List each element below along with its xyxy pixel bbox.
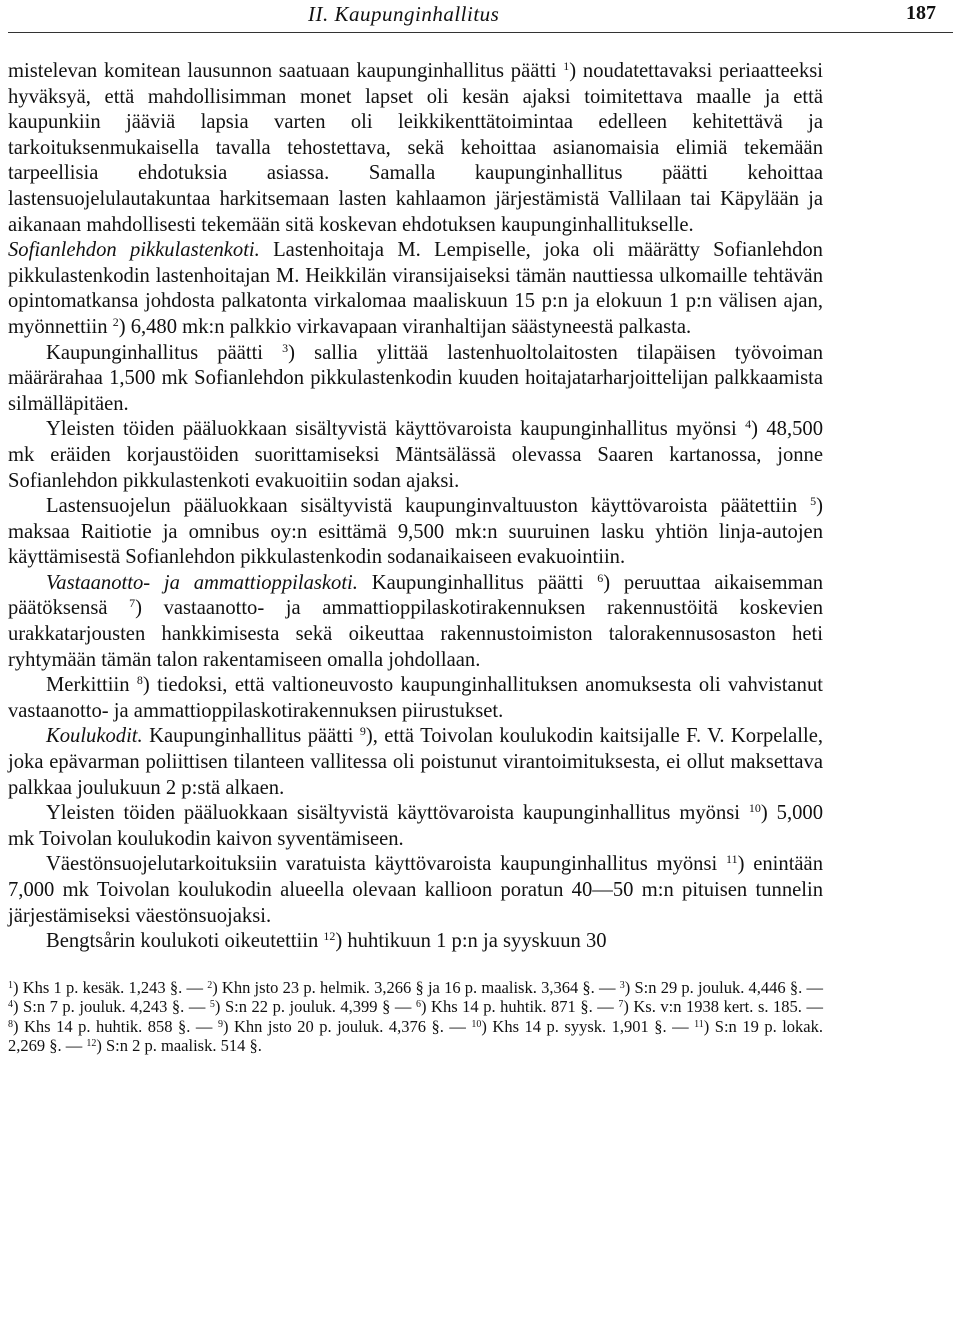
page-header — [8, 0, 936, 34]
text-run: ) tiedoksi, että valtioneuvosto kaupunginhallituksen anomuksesta oli vahvistanut vastaanotto- ja ammattioppilaskotirakennuksen piirustukset. — [8, 674, 823, 722]
text-run: Kaupunginhallitus päätti — [357, 571, 598, 594]
text-run: ) Khs 14 p. syysk. 1,901 §. — — [481, 1016, 695, 1036]
paragraph — [8, 494, 823, 571]
footnote-ref: 7 — [618, 999, 624, 1011]
footnote-ref: 5 — [810, 494, 817, 509]
text-run: ) S:n 2 p. maalisk. 514 §. — [96, 1036, 262, 1056]
paragraph — [8, 673, 823, 724]
footnote-ref: 6 — [415, 999, 421, 1011]
text-run: ) S:n 29 p. jouluk. 4,446 §. — — [624, 977, 823, 997]
footnote-ref: 12 — [86, 1038, 97, 1050]
footnote-ref: 8 — [136, 673, 143, 688]
text-run: ) peruuttaa aikaisemman päätöksensä — [8, 571, 824, 620]
paragraph — [8, 59, 823, 238]
paragraph — [8, 801, 823, 852]
text-run: Merkittiin — [46, 674, 137, 697]
paragraph — [8, 238, 823, 340]
text-run: ) Khs 1 p. kesäk. 1,243 §. — — [13, 977, 208, 997]
footnote-ref: 7 — [129, 596, 136, 611]
footnote-ref: 3 — [282, 340, 289, 355]
text-run: ) Khs 14 p. huhtik. 858 §. — — [13, 1016, 218, 1036]
paragraph — [8, 571, 823, 673]
footnote-ref: 4 — [8, 999, 13, 1011]
footnote-ref: 9 — [359, 724, 366, 739]
footnote-ref: 8 — [8, 1018, 13, 1030]
footnote-ref: 10 — [471, 1018, 482, 1030]
text-run: ), että Toivolan koulukodin kaitsijalle F. V. Korpelalle, joka epävarman poliittisen tilanteen vallitessa oli poistunut virantoimituksesta, ei ollut maksettava palkkaa joulukuun 2 p:stä alkaen. — [8, 725, 823, 799]
text-run: ) S:n 19 p. lokak. 2,269 §. — — [8, 1016, 823, 1056]
section-heading: Sofianlehdon pikkulastenkoti. — [8, 239, 260, 262]
footnote-ref: 1 — [8, 979, 13, 991]
footnote-ref: 5 — [209, 999, 215, 1011]
text-run: Kaupunginhallitus päätti — [46, 341, 283, 364]
text-run: ) noudatettavaksi periaatteeksi hyväksyä, että mahdollisimman monet lapset oli kesän ajaksi toimitettava maalle ja että kaupunkiin jääviä lapsia varten oli leikkikenttätoimintaa edelleen kehitettävä ja tarkoituksenmukaisella tavalla tehostettava, sekä kehoittaa asianomaisia elimiä tekemään tarpeellisia ehdotuksia asiassa. Samalla kaupunginhallitus päätti kehoittaa lastensuojelulautakuntaa harkitsemaan lasten kahlaamon järjestämistä Vallilaan tai Käpylään ja aikanaan mahdollisesti tekemään sitä koskevan ehdotuksen kaupunginhallitukselle. — [8, 60, 823, 236]
text-run: ) 6,480 mk:n palkkio virkavapaan viranhaltijan säästyneestä palkasta. — [118, 315, 692, 338]
text-run: ) maksaa Raitiotie ja omnibus oy:n esittämä 9,500 mk:n suuruinen lasku yhtiön linja-autojen käyttämisestä Sofianlehdon pikkulastenkodin sodanaikaiseen evakuointiin. — [8, 495, 823, 569]
text-run: ) Khn jsto 20 p. jouluk. 4,376 §. — — [222, 1016, 472, 1036]
text-run: Yleisten töiden pääluokkaan sisältyvistä käyttövaroista kaupunginhallitus myönsi — [46, 418, 746, 441]
running-head: II. Kaupunginhallitus — [308, 2, 500, 26]
text-run: ) huhtikuun 1 p:n ja syyskuun 30 — [335, 930, 607, 953]
footnote-ref: 2 — [112, 314, 119, 329]
section-heading: Vastaanotto- ja ammattioppilaskoti. — [46, 571, 358, 594]
footnote-ref: 11 — [694, 1018, 704, 1030]
text-run: Lastenhoitaja M. Lempiselle, joka oli määrätty Sofianlehdon pikkulastenkodin lastenhoitajan M. Heikkilän viransijaiseksi tämän nauttiessa ulkomaille tehtävän opintomatkansa johdosta palkatonta virkalomaa maaliskuun 15 p:n ja elokuun 1 p:n välisen ajan, myönnettiin — [8, 239, 823, 338]
section-heading: Koulukodit. — [46, 725, 143, 748]
text-run: Yleisten töiden pääluokkaan sisältyvistä käyttövaroista kaupunginhallitus myönsi — [46, 802, 749, 825]
footnotes — [8, 978, 823, 1056]
footnote-ref: 1 — [563, 59, 570, 73]
text-run: Lastensuojelun pääluokkaan sisältyvistä kaupunginvaltuuston käyttövaroista päätettiin — [46, 495, 811, 518]
paragraph — [8, 929, 823, 955]
footnote-ref: 2 — [207, 979, 213, 991]
footnote-ref: 10 — [748, 801, 761, 816]
paragraph — [8, 852, 823, 929]
footnote-ref: 4 — [745, 417, 752, 432]
header-rule — [8, 32, 953, 33]
text-run: ) 48,500 mk eräiden korjaustöiden suorittamiseksi Mäntsälässä olevassa Saaren kartanossa, jonne Sofianlehdon pikkulastenkoti evakuoitiin sodan ajaksi. — [8, 418, 823, 492]
text-run: ) enintään 7,000 mk Toivolan koulukodin alueella olevaan kallioon poratun 40—50 m:n pituisen tunnelin järjestämiseksi väestönsuojaksi. — [8, 853, 823, 927]
text-run: ) sallia ylittää lastenhuoltolaitosten tilapäisen työvoiman määrärahaa 1,500 mk Sofianlehdon pikkulastenkodin kuuden hoitajatarharjoittelijan palkkaamista silmälläpitäen. — [8, 341, 824, 415]
footnote-ref: 12 — [323, 929, 336, 944]
text-run: Bengtsårin koulukoti oikeutettiin — [46, 930, 324, 953]
text-run: ) Khs 14 p. huhtik. 871 §. — — [420, 997, 619, 1017]
text-run: ) S:n 7 p. jouluk. 4,243 §. — — [13, 997, 210, 1017]
paragraph — [8, 417, 823, 494]
text-run: ) Khn jsto 23 p. helmik. 3,266 § ja 16 p. maalisk. 3,364 §. — — [212, 977, 620, 997]
footnote-ref: 3 — [619, 979, 625, 991]
text-run: ) Ks. v:n 1938 kert. s. 185. — — [623, 997, 823, 1017]
body-text — [8, 59, 823, 955]
footnote-ref: 11 — [726, 852, 738, 867]
paragraph — [8, 724, 823, 801]
text-run: ) S:n 22 p. jouluk. 4,399 § — — [214, 997, 416, 1017]
paragraph — [8, 341, 823, 418]
footnote-ref: 6 — [597, 570, 604, 585]
text-run: Väestönsuojelutarkoituksiin varatuista käyttövaroista kaupunginhallitus myönsi — [46, 853, 727, 876]
text-run: ) 5,000 mk Toivolan koulukodin kaivon syventämiseen. — [8, 802, 824, 850]
text-run: ) vastaanotto- ja ammattioppilaskotirakennuksen rakennustöitä koskevien urakkatarjousten hankkimisesta sekä oikeuttaa rakennustoimiston talorakennusosaston heti ryhtymään tämän talon rakentamiseen omalla johdollaan. — [8, 597, 823, 671]
text-run: mistelevan komitean lausunnon saatuaan kaupunginhallitus päätti — [8, 60, 564, 82]
page-number: 187 — [906, 2, 936, 24]
text-run: Kaupunginhallitus päätti — [142, 725, 360, 748]
footnote-ref: 9 — [217, 1018, 223, 1030]
